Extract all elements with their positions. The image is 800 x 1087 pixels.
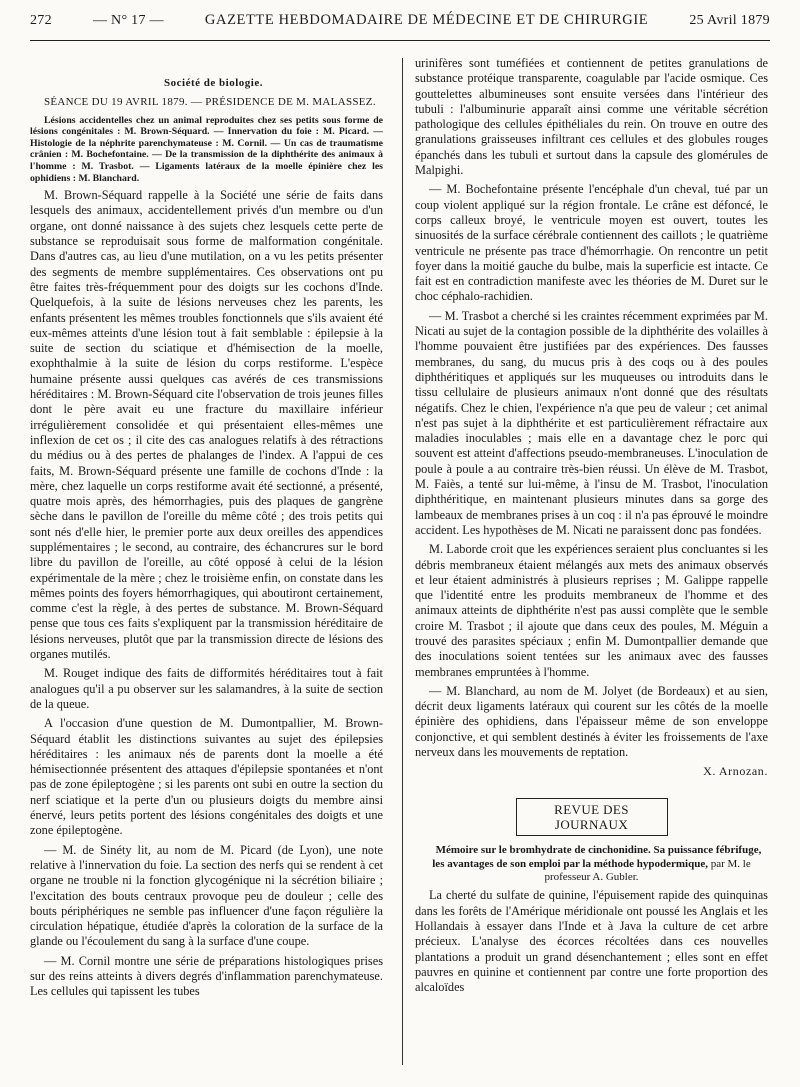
paragraph: M. Laborde croit que les expériences seraient plus concluantes si les débris membraneux étaient mélangés aux mets des animaux observés et leur étaient administrés à plusieurs reprises ; M. Galippe rappelle que l'identité entre les produits membraneux de l'homme et des animaux atteints de diphthérite n'est pas aussi complète que le semble croire M. Trasbot ; il ajoute que dans ceux des poules, M. Méguin a trouvé des parasites spéciaux ; enfin M. Dumontpallier demande que des inoculations soient tentées sur les animaux avec des fausses membranes empruntées à l'homme. [415,542,768,679]
paragraph: — M. Bochefontaine présente l'encéphale d'un cheval, tué par un coup violent appliqué sur la région frontale. Le crâne est défoncé, le corps calleux broyé, le ventricule moyen est ouvert, toutes les sinuosités de la surface cérébrale contiennent des caillots ; le quatrième ventricule ne présente pas trace d'hémorrhagie. On rencontre un petit foyer dans la moitié gauche du bulbe, mais la superficie est intacte. Ce fait est en contradiction manifeste avec les théories de M. Duret sur le choc céphalo-rachidien. [415,182,768,304]
issue-number: — N° 17 — [92,13,164,28]
paragraph: La cherté du sulfate de quinine, l'épuisement rapide des quinquinas dans les forêts de l'Amérique méridionale ont poussé les Anglais et les Hollandais à essayer dans l'Inde et à Java la culture de cet arbre précieux. L'analyse des écorces récoltées dans ces nouvelles plantations a produit un grand désenchantement ; elles sont en effet pauvres en quinine et contiennent par contre une forte proportion des alcaloïdes [415,888,768,995]
session-summary: Lésions accidentelles chez un animal reproduites chez ses petits sous forme de lésions congénitales : M. Brown-Séquard. — Innervation du foie : M. Picard. — Histologie de la néphrite parenchymateuse : M. Cornil. — Un cas de traumatisme crânien : M. Bochefontaine. — De la transmission de la diphthérite des animaux à l'homme : M. Trasbot. — Ligaments latéraux de la moelle épinière chez les ophidiens : M. Blanchard. [30,114,383,184]
society-heading: Société de biologie. [164,77,263,89]
article-title: Mémoire sur le bromhydrate de cinchonidine. Sa puissance fébrifuge, les avantages de son emploi par la méthode hypodermique, [432,844,762,870]
column-divider [402,58,403,1065]
paragraph: — M. de Sinéty lit, au nom de M. Picard (de Lyon), une note relative à l'innervation du foie. La section des nerfs qui se rendent à cet organe ne trouble ni la fonction glycogénique ni la sécrétion biliaire ; l'excitation des bouts centraux provoque peu de douleur ; celle des bouts périphériques ne semble pas influencer d'une façon régulière la circulation hépatique, étudiée d'après la coloration de la surface de la glande ou l'écoulement du sang à la surface d'une coupe. [30,842,383,949]
paragraph: — M. Blanchard, au nom de M. Jolyet (de Bordeaux) et au sien, décrit deux ligaments latéraux qui courent sur les côtés de la moelle épinière des ophidiens, dans l'épaisseur même de son enveloppe conjonctive, et qui semblent destinés à éviter les froissements de l'axe nerveux dans les mouvements de reptation. [415,683,768,760]
left-column [30,76,383,1004]
section-title-box: REVUE DES JOURNAUX [516,798,668,837]
paragraph: A l'occasion d'une question de M. Dumontpallier, M. Brown-Séquard établit les distinctions suivantes au sujet des épilepsies héréditaires : les animaux nés de parents dont la moelle a été hémisectionnée présentent des attaques d'épilepsie spontanées et n'ont pas de zone épileptogène ; si les parents ont subi en outre la section du nerf sciatique et la perte d'un ou plusieurs doigts du membre ainsi énervé, leurs petits portent des lésions congénitales des doigts et une zone épileptogène. [30,716,383,838]
page-header [30,12,770,40]
paragraph: M. Brown-Séquard rappelle à la Société une série de faits dans lesquels des animaux, accidentellement privés d'un membre ou d'un organe, ont donné naissance à des sujets chez lesquels cette perte de substance se reproduisait sous forme de malformation congénitale. Dans d'autres cas, au lieu d'une mutilation, on a vu les petits présenter des segments de membre supplémentaires. Ces observations ont pu être faites très-fréquemment pour des doigts sur les cochons d'Inde. Quelquefois, à la suite de lésions nerveuses chez les parents, les enfants présentent les mêmes troubles fonctionnels que s'ils avaient été eux-mêmes atteints d'une lésion tout à fait semblable : épilepsie à la suite de section du sciatique et d'hémisection de la moelle, exophthalmie à la suite de lésion du corps restiforme. L'espèce humaine présente aussi quelques cas avérés de ces transmissions héréditaires : M. Brown-Séquard cite l'observation de trois jeunes filles dont le père avait eu une fracture du maxillaire inférieur irrégulièrement consolidée et qui présentaient elles-mêmes une inflexion de cet os ; il cite des cas analogues relatifs à des rétractions du médius ou à des pertes de phalanges de l'index. A l'appui de ces faits, M. Brown-Séquard présente une famille de cochons d'Inde : la mère, chez laquelle un corps restiforme avait été sectionné, a présenté, quatre mois après, des hémorrhagies, puis des plaques de gangrène sèche dans le pavillon de l'oreille du même côté ; des trois petits qui sont nés d'elle hier, le premier porte aux deux oreilles des appendices supplémentaires ; le second, au contraire, des échancrures sur le bord libre du pavillon de l'oreille, au côté opposé à celui de la lésion expérimentale de la mère ; chez le troisième enfin, on constate dans les mêmes points des foyers hémorrhagiques, qui aboutiront certainement, comme c'est la règle, à des pertes de substance. M. Brown-Séquard pense que tous ces faits s'expliquent par la transmission héréditaire de lésions nerveuses, plutôt que par la transmission directe de lésions des organes mutilés. [30,188,383,662]
article-author: par M. le professeur A. Gubler. [544,857,751,884]
issue-date: 25 Avril 1879 [689,13,770,28]
article-heading [415,844,768,884]
author-signature: X. Arnozan. [703,764,768,779]
right-column [415,56,768,1000]
journal-title: GAZETTE HEBDOMADAIRE DE MÉDECINE ET DE CHIRURGIE [204,12,649,28]
page-number: 272 [30,13,52,28]
seance-line: SÉANCE DU 19 AVRIL 1879. — PRÉSIDENCE DE M. MALASSEZ. [44,96,376,109]
paragraph: urinifères sont tuméfiées et contiennent de petites granulations de substance protéique transparente, coagulable par l'acide osmique. Ces gouttelettes albumineuses sont ensuite versées dans l'intérieur des tubuli : l'albuminurie apparaît ainsi comme une véritable sécrétion pathologique des cellules épithéliales du rein. On trouve en outre des granulations graisseuses infiltrant ces cellules et des globules rouges épanchés dans les tubuli et surtout dans la capsule des glomérules de Malpighi. [415,56,768,178]
paragraph: M. Rouget indique des faits de difformités héréditaires tout à fait analogues qu'il a pu observer sur les salamandres, à la suite de section de la queue. [30,666,383,711]
header-rule [30,40,770,41]
paragraph: — M. Trasbot a cherché si les craintes récemment exprimées par M. Nicati au sujet de la contagion possible de la diphthérite des volailles à l'homme pouvaient être justifiées par des expériences. Des fausses membranes, du sang, du mucus pris à des coqs ou à des poules diphthéritiques et appliqués sur les muqueuses ou introduits dans le tissu cellulaire de plusieurs animaux n'ont donné que des résultats négatifs. Chez le chien, l'expérience n'a que peu de valeur ; cet animal n'est pas sujet à la diphthérite et est particulièrement réfractaire aux maladies inoculables ; mais elle en a davantage chez le porc qui souvent est atteint d'affections pseudo-membraneuses. L'inoculation de poule à poule a au contraire très-bien réussi. Un élève de M. Trasbot, M. Faiès, a tenté sur lui-même, à l'insu de M. Trasbot, l'inoculation diphthéritique, en maintenant plusieurs minutes dans sa gorge des lambeaux de membranes prises à un coq : il n'a pas éprouvé le moindre accident. Les hypothèses de M. Nicati ne paraissent donc pas fondées. [415,308,768,537]
paragraph: — M. Cornil montre une série de préparations histologiques prises sur des reins atteints à divers degrés d'inflammation parenchymateuse. Les cellules qui tapissent les tubes [30,953,383,999]
